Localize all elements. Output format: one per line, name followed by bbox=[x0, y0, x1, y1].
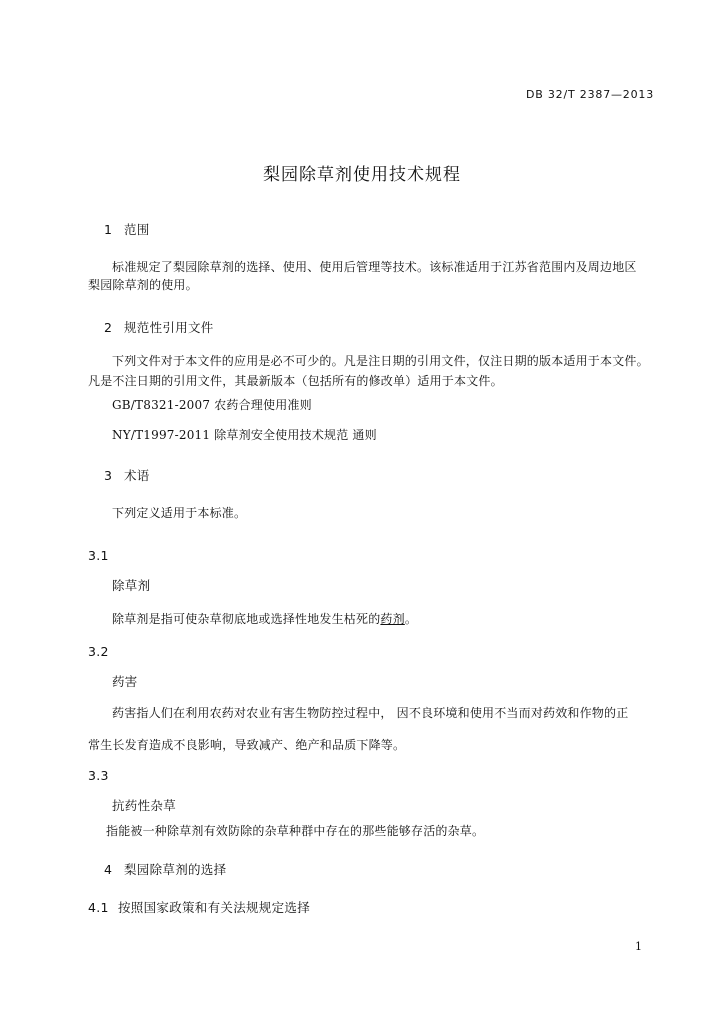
section-1-paragraph-line-2: 梨园除草剂的使用。 bbox=[88, 278, 198, 292]
document-title: 梨园除草剂使用技术规程 bbox=[263, 165, 461, 185]
term-3-2-name: 药害 bbox=[112, 674, 138, 689]
section-1-heading bbox=[104, 220, 150, 238]
section-2-number: 2 bbox=[104, 320, 113, 335]
section-2-title: 规范性引用文件 bbox=[124, 320, 214, 335]
subsection-4-1-number: 4.1 bbox=[88, 900, 109, 915]
term-3-1-definition-text: 除草剂是指可使杂草彻底地或选择性地发生枯死的 bbox=[112, 612, 381, 626]
page-number: 1 bbox=[635, 940, 642, 953]
subsection-4-1-heading bbox=[88, 898, 310, 916]
section-2-paragraph-line-1: 下列文件对于本文件的应用是必不可少的。凡是注日期的引用文件，仅注日期的版本适用于本文件。 bbox=[112, 354, 649, 368]
term-3-3-name: 抗药性杂草 bbox=[112, 798, 177, 813]
term-3-2-definition-line-2: 常生长发育造成不良影响，导致减产、绝产和品质下降等。 bbox=[88, 738, 406, 752]
section-3-intro: 下列定义适用于本标准。 bbox=[112, 506, 247, 520]
reference-ny-t1997: NY/T1997-2011 除草剂安全使用技术规范 通则 bbox=[112, 428, 377, 442]
term-3-2-definition-line-1: 药害指人们在利用农药对农业有害生物防控过程中， 因不良环境和使用不当而对药效和作物的正 bbox=[112, 706, 629, 720]
section-2-paragraph-line-2: 凡是不注日期的引用文件，其最新版本（包括所有的修改单）适用于本文件。 bbox=[88, 374, 503, 388]
section-1-title: 范围 bbox=[124, 222, 150, 237]
section-3-number: 3 bbox=[104, 468, 113, 483]
standard-number: DB 32/T 2387—2013 bbox=[525, 88, 654, 101]
term-3-3-definition: 指能被一种除草剂有效防除的杂草种群中存在的那些能够存活的杂草。 bbox=[106, 824, 485, 838]
section-2-heading bbox=[104, 318, 214, 336]
section-4-number: 4 bbox=[104, 862, 113, 877]
term-3-3-number: 3.3 bbox=[88, 768, 109, 783]
term-3-1-name: 除草剂 bbox=[112, 578, 151, 593]
section-4-heading bbox=[104, 860, 226, 878]
section-1-number: 1 bbox=[104, 222, 113, 237]
subsection-4-1-title: 按照国家政策和有关法规规定选择 bbox=[118, 900, 311, 915]
term-3-1-definition-end: 。 bbox=[404, 612, 418, 626]
section-4-title: 梨园除草剂的选择 bbox=[124, 862, 227, 877]
reference-gb-t8321: GB/T8321-2007 农药合理使用准则 bbox=[112, 398, 312, 412]
term-3-1-definition-link[interactable]: 药剂 bbox=[380, 612, 405, 626]
section-1-paragraph-line-1: 标准规定了梨园除草剂的选择、使用、使用后管理等技术。该标准适用于江苏省范围内及周边地区 bbox=[112, 260, 637, 274]
section-3-title: 术语 bbox=[124, 468, 150, 483]
term-3-1-definition bbox=[112, 610, 417, 627]
term-3-1-number: 3.1 bbox=[88, 548, 109, 563]
section-3-heading bbox=[104, 466, 150, 484]
term-3-2-number: 3.2 bbox=[88, 644, 109, 659]
